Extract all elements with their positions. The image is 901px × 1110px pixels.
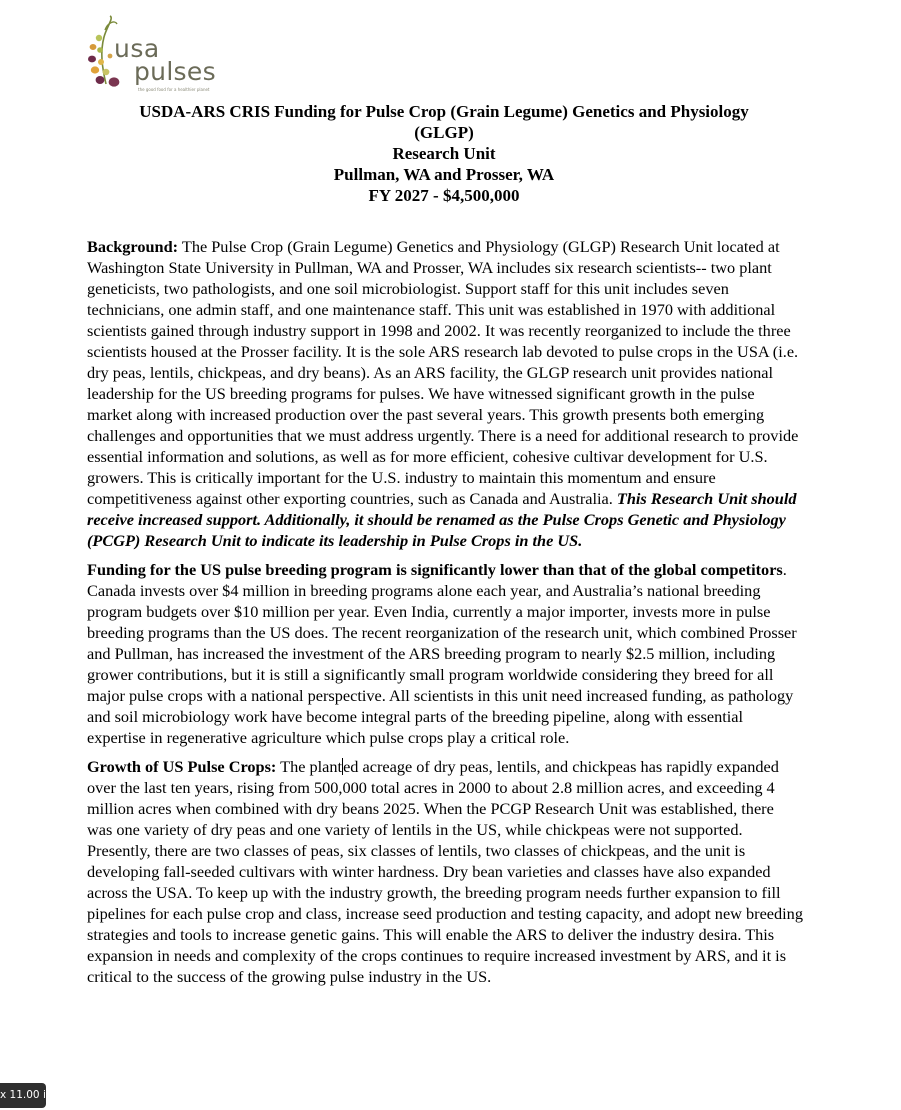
- background-text: The Pulse Crop (Grain Legume) Genetics and Physiology (GLGP) Research Unit located at Washington State University in Pullman, WA and Prosser, WA includes six research scientists-- two plant geneticists, two pathologists, and one soil microbiologist. Support staff for this unit includes seven technicians, one admin staff, and one maintenance staff. This unit was established in 1970 with additional scientists gained through industry support in 1998 and 2002. It was recently reorganized to include the three scientists housed at the Prosser facility. It is the sole ARS research lab devoted to pulse crops in the USA (i.e. dry peas, lentils, chickpeas, and dry beans). As an ARS facility, the GLGP research unit provides national leadership for the US breeding programs for pulses. We have witnessed significant growth in the pulse market along with increased production over the past several years. This growth presents both emerging challenges and opportunities that we must address urgently. There is a need for additional research to provide essential information and solutions, as well as for more efficient, cohesive cultivar development for U.S. growers. This is critically important for the U.S. industry to maintain this momentum and ensure competitiveness against other exporting countries, such as Canada and Australia.: [87, 237, 799, 508]
- title-line-4: Pullman, WA and Prosser, WA: [333, 165, 555, 184]
- logo-word-usa: usa: [114, 34, 160, 63]
- document-body: [87, 236, 803, 995]
- page-size-badge: x 11.00 in: [0, 1083, 46, 1108]
- background-emphasis: This Research Unit should receive increased support. Additionally, it should be renamed as the Pulse Crops Genetic and Physiology (PCGP) Research Unit to indicate its leadership in Pulse Crops in the US.: [87, 489, 797, 550]
- title-line-2: (GLGP): [414, 123, 474, 142]
- growth-heading: Growth of US Pulse Crops:: [87, 757, 277, 776]
- background-paragraph: [87, 236, 803, 551]
- title-line-5: FY 2027 - $4,500,000: [368, 186, 520, 205]
- document-title: [87, 101, 801, 206]
- title-line-3: Research Unit: [392, 144, 496, 163]
- logo-word-pulses: pulses: [134, 57, 216, 86]
- growth-text: ed acreage of dry peas, lentils, and chickpeas has rapidly expanded over the last ten years, rising from 500,000 total acres in 2000 to about 2.8 million acres, and exceeding 4 million acres when combined with dry beans 2025. When the PCGP Research Unit was established, there was one variety of dry peas and one variety of lentils in the US, while chickpeas were not supported. Presently, there are two classes of peas, six classes of lentils, two classes of chickpeas, and the unit is developing fall-seeded cultivars with winter hardness. Dry bean varieties and classes have also expanded across the USA. To keep up with the industry growth, the breeding program needs further expansion to fill pipelines for each pulse crop and class, increase seed production and testing capacity, and adopt new breeding strategies and tools to increase genetic gains. This will enable the ARS to deliver the industry desira. This expansion in needs and complexity of the crops continues to require increased investment by ARS, and it is critical to the success of the growing pulse industry in the US.: [87, 757, 803, 986]
- funding-text: . Canada invests over $4 million in breeding programs alone each year, and Australia’s national breeding program budgets over $10 million per year. Even India, currently a major importer, invests more in pulse breeding programs than the US does. The recent reorganization of the research unit, which combined Prosser and Pullman, has increased the investment of the ARS breeding program to nearly $2.5 million, including grower contributions, but it is still a significantly small program worldwide considering they breed for all major pulse crops with a national perspective. All scientists in this unit need increased funding, as pathology and soil microbiology work have become integral parts of the breeding pipeline, along with essential expertise in regenerative agriculture which pulse crops play a critical role.: [87, 560, 797, 747]
- usa-pulses-logo: [84, 12, 224, 92]
- funding-paragraph: [87, 559, 803, 748]
- growth-text-start: The plant: [276, 757, 343, 776]
- logo-tagline: the good food for a healthier planet: [138, 87, 210, 92]
- funding-heading: Funding for the US pulse breeding program is significantly lower than that of the global competitors: [87, 560, 783, 579]
- growth-paragraph[interactable]: [87, 756, 803, 987]
- title-line-1: USDA-ARS CRIS Funding for Pulse Crop (Grain Legume) Genetics and Physiology: [139, 102, 749, 121]
- background-heading: Background:: [87, 237, 179, 256]
